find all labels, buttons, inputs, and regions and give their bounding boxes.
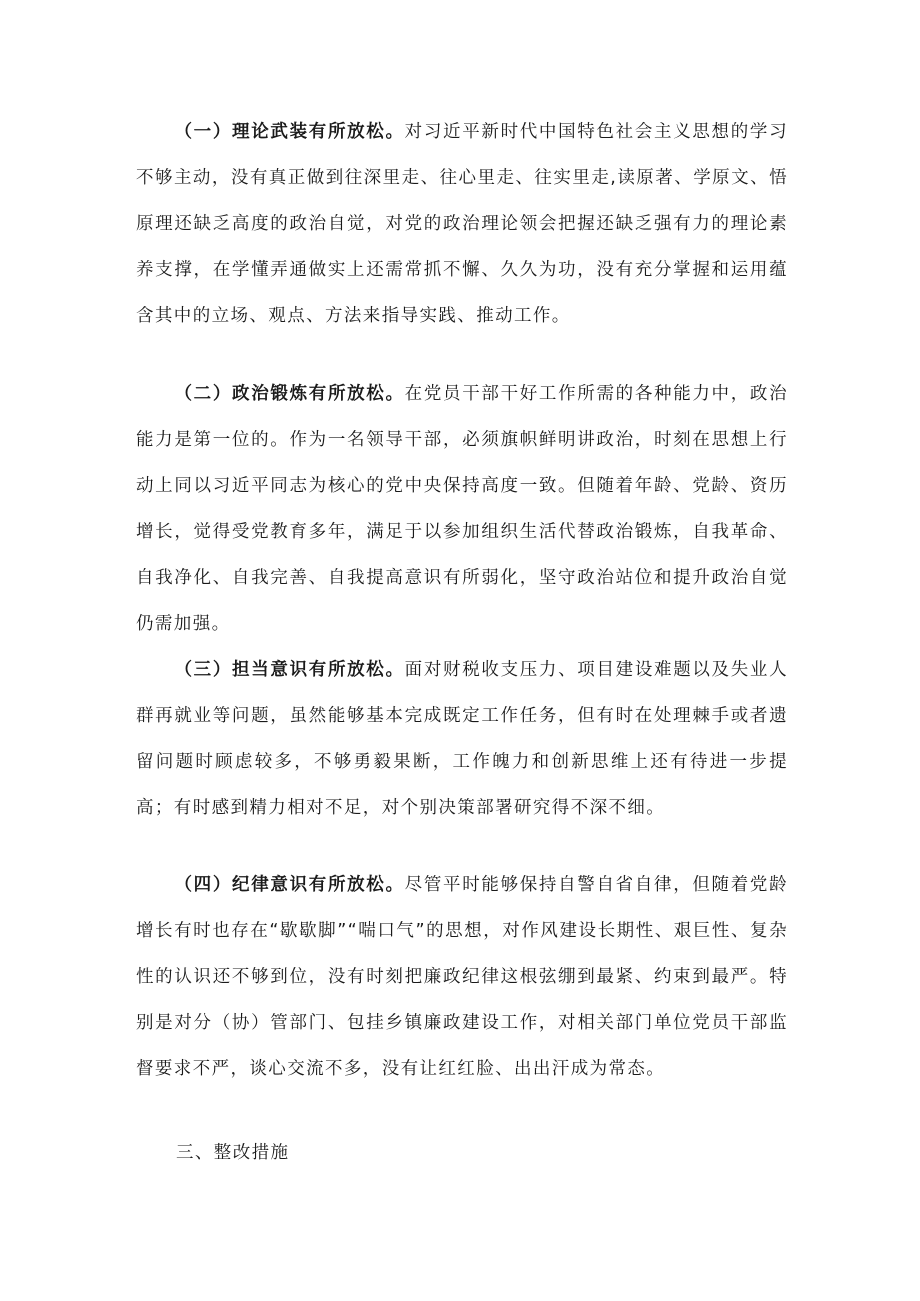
paragraph-body: 对习近平新时代中国特色社会主义思想的学习不够主动，没有真正做到往深里走、往心里走、往实里走,读原著、学原文、悟原理还缺乏高度的政治自觉，对党的政治理论领会把握还缺乏强有力的理论素养支撑，在学懂弄通做实上还需常抓不懈、久久为功，没有充分掌握和运用蕴含其中的立场、观点、方法来指导实践、推动工作。 [136,122,788,326]
paragraph-theory-study [136,109,788,339]
paragraph-body: 尽管平时能够保持自警自省自律，但随着党龄增长有时也存在“歇歇脚”“喘口气”的思想，对作风建设长期性、艰巨性、复杂性的认识还不够到位，没有时刻把廉政纪律这根弦绷到最紧、约束到最严。特别是对分（协）管部门、包挂乡镇廉政建设工作，对相关部门单位党员干部监督要求不严，谈心交流不多，没有让红红脸、出出汗成为常态。 [136,875,788,1079]
paragraph-responsibility [136,647,788,831]
paragraph-political-training [136,371,788,647]
paragraph-lead: （三）担当意识有所放松。 [174,660,405,680]
paragraph-body: 在党员干部干好工作所需的各种能力中，政治能力是第一位的。作为一名领导干部，必须旗帜鲜明讲政治，时刻在思想上行动上同以习近平同志为核心的党中央保持高度一致。但随着年龄、党龄、资历增长，觉得受党教育多年，满足于以参加组织生活代替政治锻炼，自我革命、自我净化、自我完善、自我提高意识有所弱化，坚守政治站位和提升政治自觉仍需加强。 [136,384,788,634]
section-heading: 三、整改措施 [176,1143,290,1163]
paragraph-body: 面对财税收支压力、项目建设难题以及失业人群再就业等问题，虽然能够基本完成既定工作任务，但有时在处理棘手或者遗留问题时顾虑较多，不够勇毅果断，工作魄力和创新思维上还有待进一步提高；有时感到精力相对不足，对个别决策部署研究得不深不细。 [136,660,788,818]
paragraph-lead: （二）政治锻炼有所放松。 [174,384,405,404]
paragraph-discipline [136,862,788,1092]
paragraph-lead: （四）纪律意识有所放松。 [174,875,405,895]
paragraph-lead: （一）理论武装有所放松。 [174,122,405,142]
